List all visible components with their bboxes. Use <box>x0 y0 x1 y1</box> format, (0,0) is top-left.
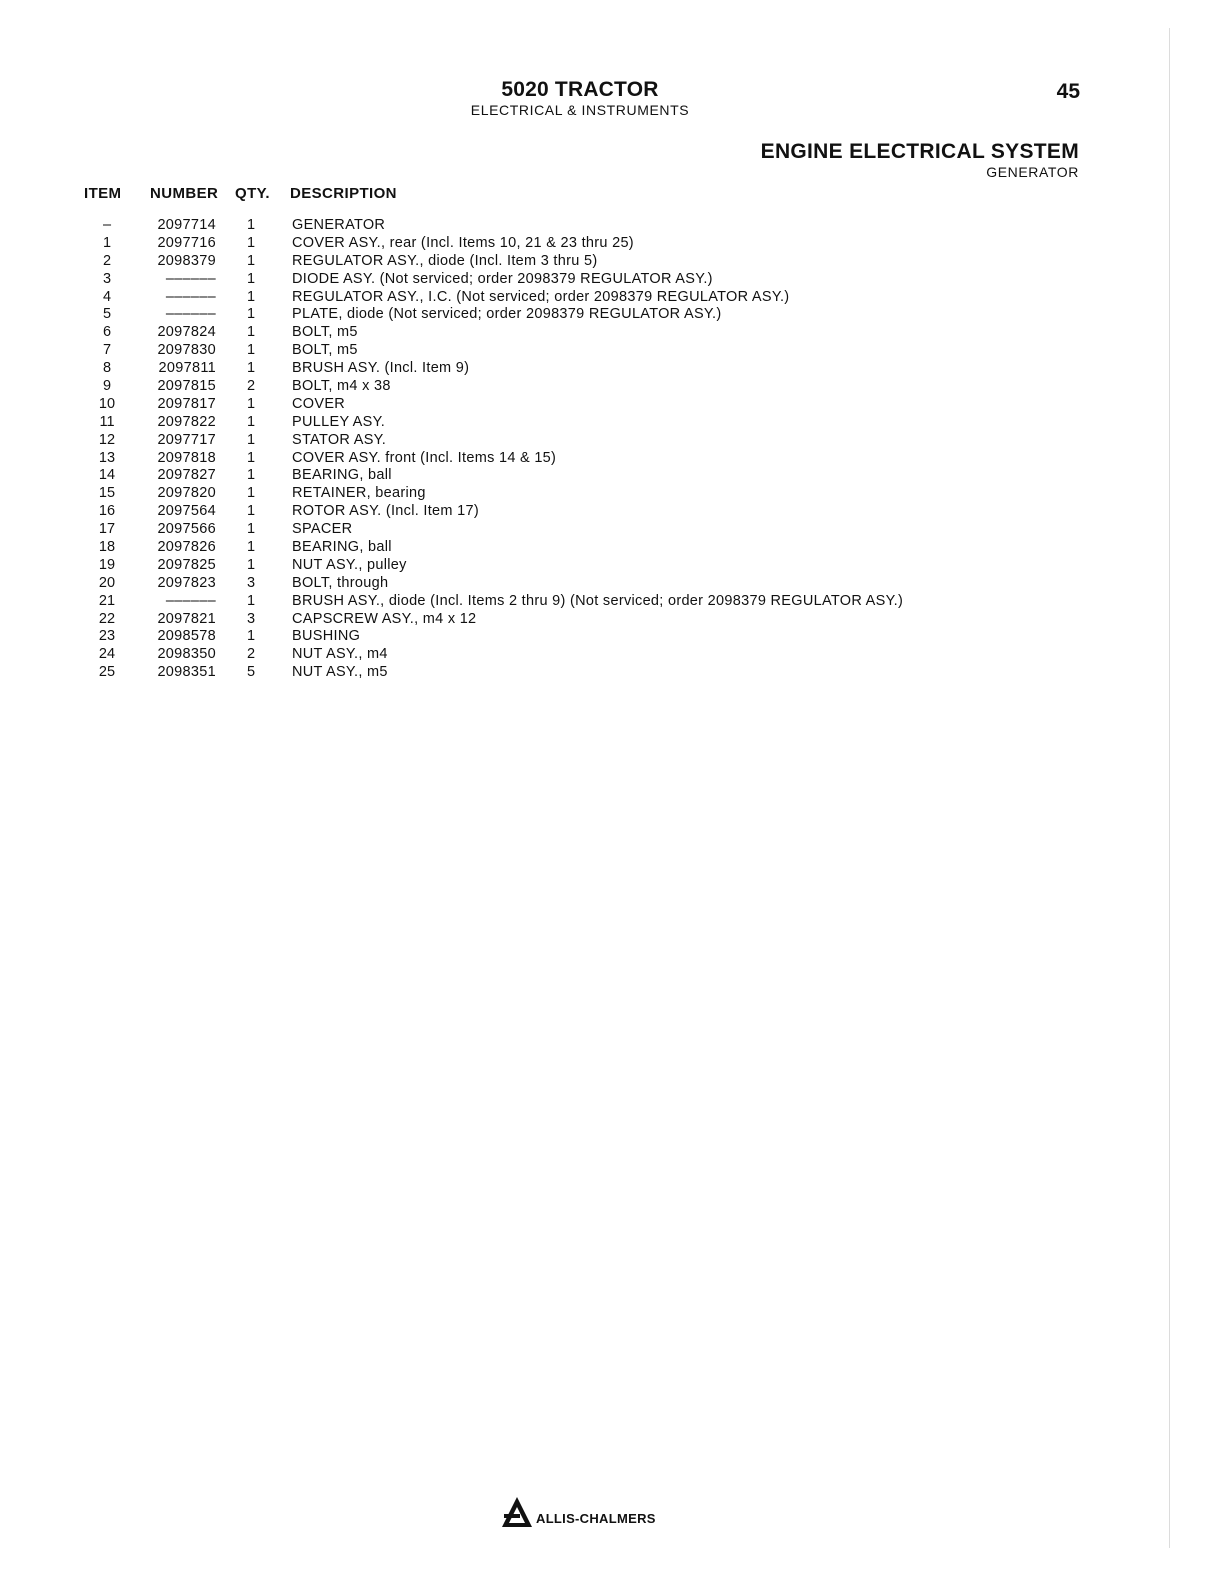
table-row <box>0 575 1224 593</box>
part-qty: 1 <box>246 234 256 251</box>
part-qty: 1 <box>246 521 256 538</box>
table-row <box>0 289 1224 307</box>
table-row <box>0 235 1224 253</box>
part-description: PLATE, diode (Not serviced; order 2098379 REGULATOR ASY.) <box>292 306 722 323</box>
part-number: 2098351 <box>157 664 216 681</box>
part-item: 17 <box>98 521 116 538</box>
part-description: REGULATOR ASY., diode (Incl. Item 3 thru 5) <box>292 252 598 269</box>
part-item: 5 <box>102 306 112 323</box>
part-description: BEARING, ball <box>292 539 392 556</box>
table-row <box>0 593 1224 611</box>
column-header-description: DESCRIPTION <box>290 185 397 202</box>
part-description: BOLT, m5 <box>292 324 358 341</box>
part-number: –––––– <box>165 270 216 287</box>
part-number: 2097714 <box>157 217 216 233</box>
part-number: 2098379 <box>157 252 216 269</box>
table-row <box>0 324 1224 342</box>
column-headers <box>0 185 1224 205</box>
table-row <box>0 539 1224 557</box>
part-qty: 1 <box>246 539 256 556</box>
part-number: –––––– <box>165 306 216 323</box>
part-qty: 3 <box>246 574 256 591</box>
part-description: COVER <box>292 395 346 412</box>
allis-chalmers-logo-icon <box>500 1495 534 1529</box>
part-description: BUSHING <box>292 628 361 645</box>
page-number: 45 <box>1056 80 1080 103</box>
part-description: BOLT, through <box>292 574 389 591</box>
table-row <box>0 467 1224 485</box>
part-number: 2097825 <box>157 556 216 573</box>
part-number: 2097717 <box>157 431 216 448</box>
part-description: DIODE ASY. (Not serviced; order 2098379 REGULATOR ASY.) <box>292 270 713 287</box>
table-row <box>0 611 1224 629</box>
part-qty: 1 <box>246 306 256 323</box>
parts-table <box>0 217 1224 682</box>
part-number: 2097822 <box>157 413 216 430</box>
part-description: BOLT, m4 x 38 <box>292 378 391 395</box>
part-number: 2098578 <box>157 628 216 645</box>
part-qty: 1 <box>246 413 256 430</box>
column-header-item: ITEM <box>84 185 122 202</box>
column-header-number: NUMBER <box>150 185 219 202</box>
part-number: 2097823 <box>157 574 216 591</box>
table-row <box>0 432 1224 450</box>
part-qty: 1 <box>246 217 256 233</box>
brand-name: ALLIS-CHALMERS <box>536 1511 656 1526</box>
part-description: SPACER <box>292 521 353 538</box>
part-item: 15 <box>98 485 116 502</box>
part-description: GENERATOR <box>292 217 386 233</box>
part-item: 2 <box>102 252 112 269</box>
part-number: 2097824 <box>157 324 216 341</box>
part-number: –––––– <box>165 288 216 305</box>
part-description: BEARING, ball <box>292 467 392 484</box>
document-title: 5020 TRACTOR <box>501 78 659 101</box>
part-item: 16 <box>98 503 116 520</box>
part-item: 8 <box>102 360 112 377</box>
part-item: 24 <box>98 646 116 663</box>
part-description: COVER ASY. front (Incl. Items 14 & 15) <box>292 449 557 466</box>
part-description: CAPSCREW ASY., m4 x 12 <box>292 610 477 627</box>
part-number: 2098350 <box>157 646 216 663</box>
part-qty: 3 <box>246 610 256 627</box>
part-item: 9 <box>102 378 112 395</box>
part-number: 2097815 <box>157 378 216 395</box>
part-qty: 1 <box>246 503 256 520</box>
document-subtitle: ELECTRICAL & INSTRUMENTS <box>470 102 690 118</box>
part-description: COVER ASY., rear (Incl. Items 10, 21 & 23 thru 25) <box>292 234 634 251</box>
table-row <box>0 306 1224 324</box>
part-description: BRUSH ASY., diode (Incl. Items 2 thru 9) (Not serviced; order 2098379 REGULATOR ASY.) <box>292 592 904 609</box>
section-title: ENGINE ELECTRICAL SYSTEM <box>760 140 1079 163</box>
table-row <box>0 646 1224 664</box>
part-qty: 1 <box>246 485 256 502</box>
part-qty: 1 <box>246 252 256 269</box>
part-qty: 1 <box>246 324 256 341</box>
part-description: PULLEY ASY. <box>292 413 386 430</box>
column-header-qty: QTY. <box>235 185 270 202</box>
table-row <box>0 485 1224 503</box>
part-number: 2097566 <box>157 521 216 538</box>
part-item: 4 <box>102 288 112 305</box>
part-qty: 1 <box>246 556 256 573</box>
part-item: 14 <box>98 467 116 484</box>
part-item: 1 <box>102 234 112 251</box>
part-qty: 1 <box>246 628 256 645</box>
part-number: 2097826 <box>157 539 216 556</box>
part-item: 7 <box>102 342 112 359</box>
part-qty: 1 <box>246 449 256 466</box>
part-description: BRUSH ASY. (Incl. Item 9) <box>292 360 470 377</box>
part-description: ROTOR ASY. (Incl. Item 17) <box>292 503 479 520</box>
part-item: 20 <box>98 574 116 591</box>
part-description: NUT ASY., pulley <box>292 556 407 573</box>
part-description: RETAINER, bearing <box>292 485 426 502</box>
part-number: 2097716 <box>157 234 216 251</box>
part-item: 6 <box>102 324 112 341</box>
part-item: 13 <box>98 449 116 466</box>
table-row <box>0 557 1224 575</box>
table-row <box>0 521 1224 539</box>
table-row <box>0 414 1224 432</box>
part-qty: 1 <box>246 342 256 359</box>
table-row <box>0 217 1224 235</box>
part-description: STATOR ASY. <box>292 431 387 448</box>
part-description: BOLT, m5 <box>292 342 358 359</box>
part-number: 2097821 <box>157 610 216 627</box>
part-number: 2097820 <box>157 485 216 502</box>
table-row <box>0 253 1224 271</box>
part-item: 18 <box>98 539 116 556</box>
table-row <box>0 450 1224 468</box>
part-item: 23 <box>98 628 116 645</box>
table-row <box>0 342 1224 360</box>
part-number: –––––– <box>165 592 216 609</box>
table-row <box>0 378 1224 396</box>
table-row <box>0 503 1224 521</box>
part-qty: 1 <box>246 270 256 287</box>
part-item: 10 <box>98 395 116 412</box>
section-subtitle: GENERATOR <box>986 164 1079 180</box>
part-item: – <box>102 217 112 233</box>
part-qty: 2 <box>246 646 256 663</box>
part-item: 3 <box>102 270 112 287</box>
part-description: REGULATOR ASY., I.C. (Not serviced; order 2098379 REGULATOR ASY.) <box>292 288 790 305</box>
part-item: 22 <box>98 610 116 627</box>
table-row <box>0 664 1224 682</box>
part-number: 2097830 <box>157 342 216 359</box>
table-row <box>0 396 1224 414</box>
table-row <box>0 271 1224 289</box>
part-qty: 1 <box>246 360 256 377</box>
part-item: 12 <box>98 431 116 448</box>
part-qty: 2 <box>246 378 256 395</box>
footer-brand <box>500 1495 656 1529</box>
part-qty: 1 <box>246 592 256 609</box>
part-qty: 1 <box>246 467 256 484</box>
part-description: NUT ASY., m4 <box>292 646 388 663</box>
part-number: 2097811 <box>158 360 216 377</box>
part-qty: 1 <box>246 288 256 305</box>
part-number: 2097564 <box>157 503 216 520</box>
part-number: 2097817 <box>157 395 216 412</box>
part-number: 2097827 <box>157 467 216 484</box>
part-qty: 1 <box>246 395 256 412</box>
part-description: NUT ASY., m5 <box>292 664 388 681</box>
part-qty: 5 <box>246 664 256 681</box>
part-qty: 1 <box>246 431 256 448</box>
table-row <box>0 360 1224 378</box>
table-row <box>0 628 1224 646</box>
part-item: 21 <box>98 592 116 609</box>
part-item: 25 <box>98 664 116 681</box>
part-number: 2097818 <box>157 449 216 466</box>
part-item: 11 <box>99 413 115 430</box>
part-item: 19 <box>98 556 116 573</box>
